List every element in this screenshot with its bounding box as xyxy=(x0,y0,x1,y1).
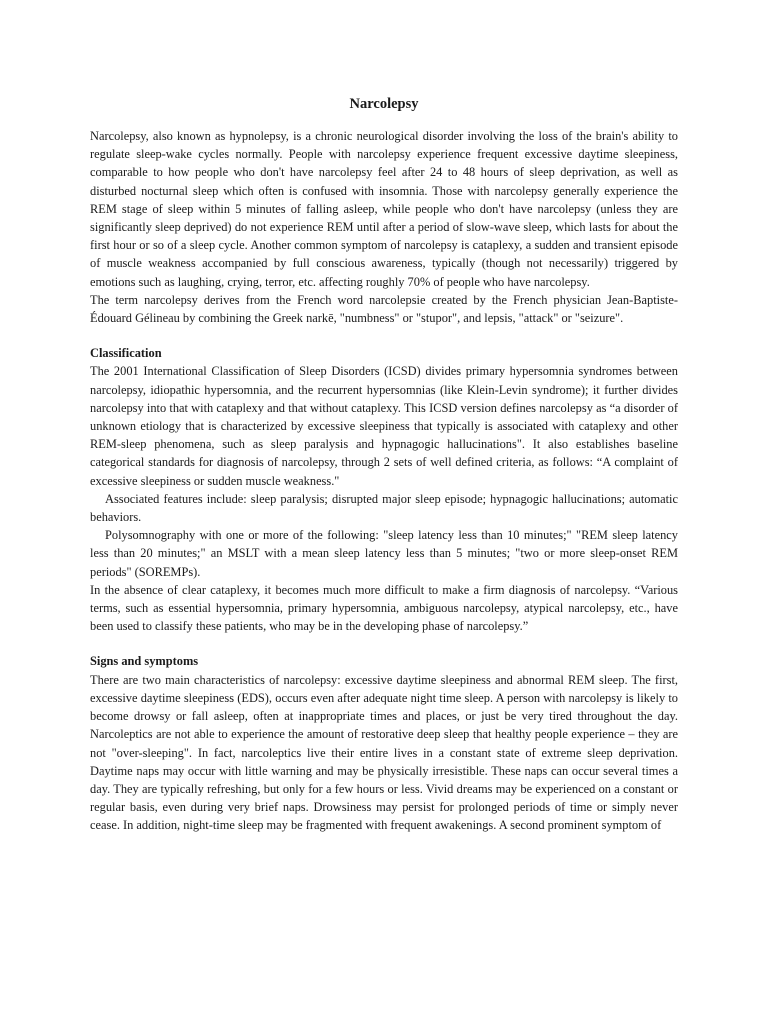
document-title: Narcolepsy xyxy=(349,96,419,112)
polysomnography-paragraph: Polysomnography with one or more of the following: "sleep latency less than 10 minutes;" "REM sleep latency less than 20 minutes;" an MSLT with a mean sleep latency less than 5 minutes; "two or more sleep-onset REM periods" (SOREMPs). xyxy=(90,528,678,579)
signs-paragraph: There are two main characteristics of narcolepsy: excessive daytime sleepiness and abnormal REM sleep. The first, excessive daytime sleepiness (EDS), occurs even after adequate night time sleep. A person with narcolepsy is likely to become drowsy or fall asleep, often at inappropriate times and places, or just be very tired throughout the day. Narcoleptics are not able to experience the amount of restorative deep sleep that healthy people experience – they are not "over-sleeping". In fact, narcoleptics live their entire lives in a constant state of extreme sleep deprivation. Daytime naps may occur with little warning and may be physically irresistible. These naps can occur several times a day. They are typically refreshing, but only for a few hours or less. Vivid dreams may be experienced on a constant or regular basis, even during very brief naps. Drowsiness may persist for prolonged periods of time or simply never cease. In addition, night-time sleep may be fragmented with frequent awakenings. A second prominent symptom of xyxy=(90,672,678,833)
section-heading-classification: Classification xyxy=(90,346,162,361)
intro-paragraph: Narcolepsy, also known as hypnolepsy, is a chronic neurological disorder involving the loss of the brain's ability to regulate sleep-wake cycles normally. People with narcolepsy experience frequent excessive daytime sleepiness, comparable to how people who don't have narcolepsy feel after 24 to 48 hours of sleep deprivation, as well as disturbed nocturnal sleep which often is confused with insomnia. Those with narcolepsy generally experience the REM stage of sleep within 5 minutes of falling asleep, while people who don't have narcolepsy (unless they are significantly sleep deprived) do not experience REM until after a period of slow-wave sleep, which lasts for about the first hour or so of a sleep cycle. Another common symptom of narcolepsy is cataplexy, a sudden and transient episode of muscle weakness accompanied by full conscious awareness, typically (though not necessarily) triggered by emotions such as laughing, crying, terror, etc. affecting roughly 70% of people who have narcolepsy. xyxy=(90,129,678,289)
associated-features-paragraph: Associated features include: sleep paralysis; disrupted major sleep episode; hypnagogic hallucinations; automatic behaviors. xyxy=(90,491,678,525)
document-page xyxy=(90,94,678,835)
diagnosis-paragraph: In the absence of clear cataplexy, it becomes much more difficult to make a firm diagnosis of narcolepsy. “Various terms, such as essential hypersomnia, primary hypersomnia, ambiguous narcolepsy, atypical narcolepsy, etc., have been used to classify these patients, who may be in the developing phase of narcolepsy.” xyxy=(90,582,678,634)
section-heading-signs-and-symptoms: Signs and symptoms xyxy=(90,654,199,669)
etymology-paragraph: The term narcolepsy derives from the French word narcolepsie created by the French physician Jean-Baptiste-Édouard Gélineau by combining the Greek narkē, "numbness" or "stupor", and lepsis, "attack" or "seizure". xyxy=(90,292,678,326)
classification-paragraph: The 2001 International Classification of Sleep Disorders (ICSD) divides primary hypersomnia syndromes between narcolepsy, idiopathic hypersomnia, and the recurrent hypersomnias (like Klein-Levin syndrome); it further divides narcolepsy into that with cataplexy and that without cataplexy. This ICSD version defines narcolepsy as “a disorder of unknown etiology that is characterized by excessive sleepiness that typically is associated with cataplexy and other REM-sleep phenomena, such as sleep paralysis and hypnagogic hallucinations". It also establishes baseline categorical standards for diagnosis of narcolepsy, through 2 sets of well defined criteria, as follows: “A complaint of excessive sleepiness or sudden muscle weakness." xyxy=(90,364,678,488)
